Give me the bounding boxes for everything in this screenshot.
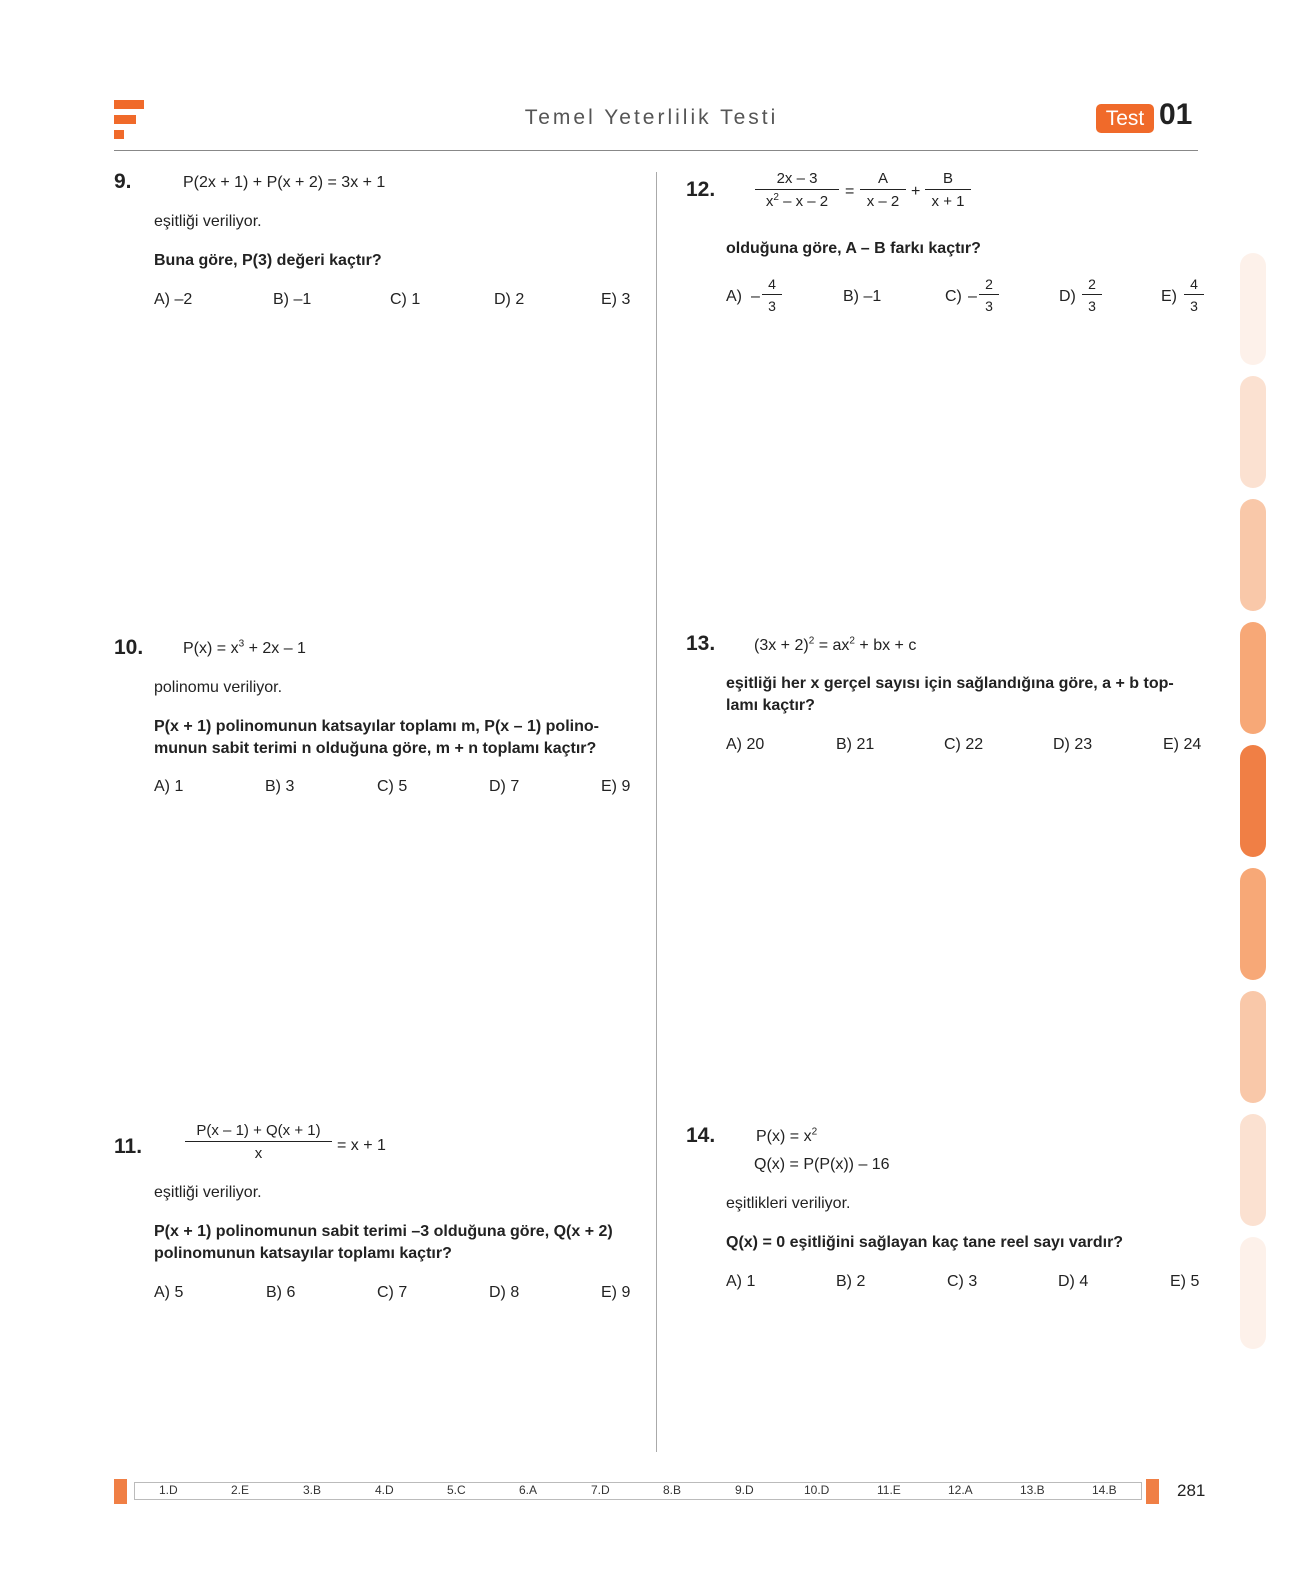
question-text: olduğuna göre, A – B farkı kaçtır? (726, 240, 981, 257)
fraction-rhs-b: $\frac{B}{x + 1}$ (925, 170, 971, 210)
option-c[interactable]: C) 1 (390, 291, 421, 308)
test-number: 01 (1159, 98, 1193, 131)
question-equation: $(3x + 2)^2 = ax^2$ + bx + c (754, 635, 917, 654)
option-d[interactable]: D) 4 (1058, 1273, 1089, 1290)
question-text: Q(x) = 0 eşitliğini sağlayan kaç tane reel sayı vardır? (726, 1234, 1124, 1251)
option-a[interactable]: A) 20 (726, 736, 765, 753)
question-equation: $P(x) = x^3 + 2x - 1$ (183, 638, 306, 657)
side-tab-6 (1240, 868, 1266, 980)
option-e[interactable]: E) 5 (1170, 1273, 1200, 1290)
column-divider (656, 172, 657, 1452)
option-c[interactable]: C) 7 (377, 1284, 408, 1301)
question-text: Buna göre, P(3) değeri kaçtır? (154, 252, 382, 269)
answer-key-item: 9.D (735, 1483, 754, 1497)
answer-key-item: 3.B (303, 1483, 322, 1497)
test-badge: Test (1096, 104, 1154, 133)
question-given: eşitlikleri veriliyor. (726, 1195, 851, 1212)
fraction-lhs: $\frac{2x - 3}{x^2 - x - 2}$ (755, 170, 839, 210)
option-b[interactable]: B) 3 (265, 778, 295, 795)
option-e[interactable]: E) 24 (1163, 736, 1202, 753)
option-d[interactable]: D) 2 (494, 291, 525, 308)
option-c[interactable]: C) 3 (947, 1273, 978, 1290)
fraction: $\frac{P(x - 1) + Q(x + 1)}{x}$ (185, 1122, 332, 1162)
option-a[interactable]: A) 1 (726, 1273, 756, 1290)
option-c[interactable]: C) 22 (944, 736, 984, 753)
side-tab-8 (1240, 1114, 1266, 1226)
answer-key-item: 12.A (948, 1483, 973, 1497)
option-b[interactable]: B) 21 (836, 736, 875, 753)
option-e[interactable]: E) 3 (601, 291, 631, 308)
answer-key-marker-left (114, 1479, 127, 1504)
question-text: P(x + 1) polinomunun katsayılar toplamı m, P(x – 1) polino- munun sabit terimi n olduğuna göre, m + n toplamı kaçtır? (154, 718, 599, 757)
answer-key-item: 2.E (231, 1483, 250, 1497)
side-tab-1 (1240, 253, 1266, 365)
question-equation-2: Q(x) = P(P(x)) – 16 (754, 1156, 890, 1173)
page-number: 281 (1177, 1481, 1206, 1500)
option-e[interactable]: E) 9 (601, 778, 631, 795)
question-text: eşitliği her x gerçel sayısı için sağlandığına göre, a + b top- lamı kaçtır? (726, 675, 1174, 714)
option-b[interactable]: B) –1 (273, 291, 312, 308)
fraction-rhs-a: $\frac{A}{x - 2}$ (860, 170, 906, 210)
option-e[interactable]: E) 9 (601, 1284, 631, 1301)
option-a[interactable]: A) 1 (154, 778, 184, 795)
side-tab-9 (1240, 1237, 1266, 1349)
option-d[interactable]: D) 8 (489, 1284, 520, 1301)
question-number: 14. (686, 1124, 716, 1147)
question-given: polinomu veriliyor. (154, 679, 283, 696)
option-b[interactable]: B) –1 (843, 288, 882, 305)
option-d[interactable]: D) 7 (489, 778, 520, 795)
plus-sign: + (911, 183, 921, 200)
side-tab-2 (1240, 376, 1266, 488)
answer-key-item: 4.D (375, 1483, 394, 1497)
option-c[interactable]: C) 5 (377, 778, 408, 795)
question-text: P(x + 1) polinomunun sabit terimi –3 olduğuna göre, Q(x + 2) polinomunun katsayılar toplamı kaçtır? (154, 1223, 613, 1262)
answer-key-item: 11.E (877, 1483, 901, 1497)
question-equation-1: $P(x) = x^2$ (756, 1126, 818, 1145)
answer-key-marker-right (1146, 1479, 1159, 1504)
question-given: eşitliği veriliyor. (154, 213, 262, 230)
answer-key-bar (134, 1482, 1142, 1500)
page-header-title: Temel Yeterlilik Testi (524, 106, 779, 129)
option-d[interactable]: D) 23 (1053, 736, 1093, 753)
side-tab-5 (1240, 745, 1266, 857)
question-number: 12. (686, 178, 716, 201)
side-tab-7 (1240, 991, 1266, 1103)
question-number: 13. (686, 632, 716, 655)
option-b[interactable]: B) 2 (836, 1273, 866, 1290)
question-given: eşitliği veriliyor. (154, 1184, 262, 1201)
question-number: 11. (114, 1135, 143, 1158)
option-b[interactable]: B) 6 (266, 1284, 296, 1301)
equals-sign: = (845, 183, 855, 200)
answer-key-item: 5.C (447, 1483, 466, 1497)
option-a[interactable]: A) 5 (154, 1284, 184, 1301)
side-tab-4 (1240, 622, 1266, 734)
equation-rest: = x + 1 (337, 1137, 386, 1154)
question-number: 9. (114, 170, 132, 193)
option-a[interactable]: A) –2 (154, 291, 193, 308)
answer-key-item: 6.A (519, 1483, 538, 1497)
header-divider (114, 150, 1198, 151)
answer-key-item: 7.D (591, 1483, 610, 1497)
answer-key-item: 10.D (804, 1483, 830, 1497)
answer-key-item: 13.B (1020, 1483, 1045, 1497)
side-tab-3 (1240, 499, 1266, 611)
answer-key-item: 8.B (663, 1483, 682, 1497)
question-equation: P(2x + 1) + P(x + 2) = 3x + 1 (183, 174, 386, 191)
question-number: 10. (114, 636, 144, 659)
answer-key-item: 1.D (159, 1483, 178, 1497)
answer-key-item: 14.B (1092, 1483, 1117, 1497)
